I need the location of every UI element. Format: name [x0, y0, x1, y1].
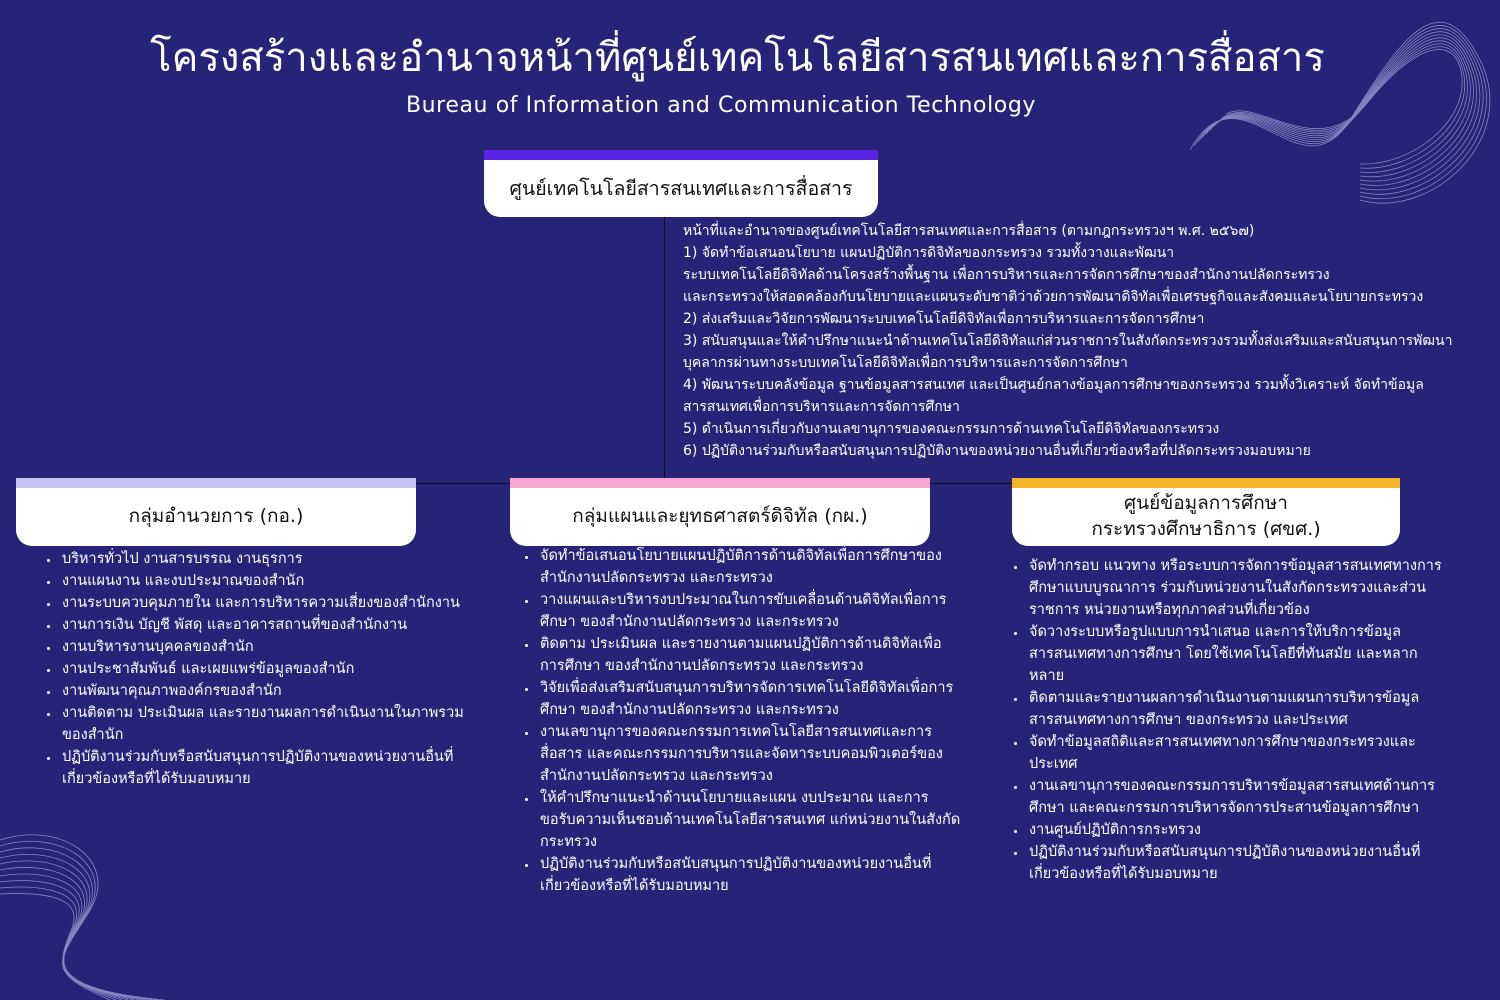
group-admin-label: กลุ่มอำนวยการ (กอ.) [128, 505, 304, 527]
duty-line: หน้าที่และอำนาจของศูนย์เทคโนโลยีสารสนเทศและการสื่อสาร (ตามกฎกระทรวงฯ พ.ศ. ๒๕๖๗) [683, 223, 1255, 239]
list-item: • จัดวางระบบหรือรูปแบบการนำเสนอ และการให้บริการข้อมูลสารสนเทศทางการศึกษา โดยใช้เทคโนโลยีที่ทันสมัย และหลากหลาย [1027, 621, 1447, 687]
list-item: • ปฏิบัติงานร่วมกับหรือสนับสนุนการปฏิบัติงานของหน่วยงานอื่นที่เกี่ยวข้องหรือที่ได้รับมอบหมาย [60, 746, 480, 790]
list-item: • ให้คำปรึกษาแนะนำด้านนโยบายและแผน งบประมาณ และการขอรับความเห็นชอบด้านเทคโนโลยีสารสนเทศ แก่หน่วยงานในสังกัดกระทรวง [538, 787, 963, 853]
connector-vertical [664, 217, 665, 483]
wave-decoration-bottom-left [0, 820, 220, 1000]
group-planning-accent-bar [510, 478, 930, 488]
duty-line: ระบบเทคโนโลยีดิจิทัลด้านโครงสร้างพื้นฐาน เพื่อการบริหารและการจัดการศึกษาของสำนักงานปลัดกระทรวง [683, 267, 1330, 283]
list-item: • งานศูนย์ปฏิบัติการกระทรวง [1027, 819, 1447, 841]
list-item: • งานระบบควบคุมภายใน และการบริหารความเสี่ยงของสำนักงาน [60, 592, 480, 614]
group-datacenter-accent-bar [1012, 478, 1400, 488]
list-item: • จัดทำข้อมูลสถิติและสารสนเทศทางการศึกษาของกระทรวงและประเทศ [1027, 731, 1447, 775]
root-node-label: ศูนย์เทคโนโลยีสารสนเทศและการสื่อสาร [509, 177, 853, 200]
list-item: • งานการเงิน บัญชี พัสดุ และอาคารสถานที่ของสำนักงาน [60, 614, 480, 636]
list-item: • งานติดตาม ประเมินผล และรายงานผลการดำเนินงานในภาพรวมของสำนัก [60, 702, 480, 746]
list-item: • งานเลขานุการของคณะกรรมการเทคโนโลยีสารสนเทศและการสื่อสาร และคณะกรรมการบริหารและจัดหาระบบคอมพิวเตอร์ของสำนักงานปลัดกระทรวง และกระทรวง [538, 721, 963, 787]
duty-line: สารสนเทศเพื่อการบริหารและการจัดการศึกษา [683, 399, 960, 415]
page-subtitle: Bureau of Information and Communication Technology [405, 93, 1037, 118]
group-datacenter-duties [1005, 555, 1447, 885]
duty-line: 2) ส่งเสริมและวิจัยการพัฒนาระบบเทคโนโลยีดิจิทัลเพื่อการบริหารและการจัดการศึกษา [683, 311, 1205, 327]
group-planning-box [510, 478, 930, 546]
list-item: • บริหารทั่วไป งานสารบรรณ งานธุรการ [60, 548, 480, 570]
group-datacenter-box [1012, 478, 1400, 546]
list-item: • งานพัฒนาคุณภาพองค์กรของสำนัก [60, 680, 480, 702]
root-node-accent-bar [484, 150, 878, 160]
duty-line: และกระทรวงให้สอดคล้องกับนโยบายและแผนระดับชาติว่าด้วยการพัฒนาดิจิทัลเพื่อเศรษฐกิจและสังคมและนโยบายกระทรวง [683, 289, 1424, 305]
group-admin-duties [38, 548, 480, 790]
list-item: • ปฏิบัติงานร่วมกับหรือสนับสนุนการปฏิบัติงานของหน่วยงานอื่นที่เกี่ยวข้องหรือที่ได้รับมอบหมาย [1027, 841, 1447, 885]
page-title: โครงสร้างและอำนาจหน้าที่ศูนย์เทคโนโลยีสารสนเทศและการสื่อสาร [150, 35, 1325, 81]
list-item: • ติดตาม ประเมินผล และรายงานตามแผนปฏิบัติการด้านดิจิทัลเพื่อการศึกษา ของสำนักงานปลัดกระทรวง และกระทรวง [538, 633, 963, 677]
list-item: • ปฏิบัติงานร่วมกับหรือสนับสนุนการปฏิบัติงานของหน่วยงานอื่นที่เกี่ยวข้องหรือที่ได้รับมอบหมาย [538, 853, 963, 897]
group-datacenter-label: ศูนย์ข้อมูลการศึกษา กระทรวงศึกษาธิการ (ศขศ.) [1091, 492, 1321, 540]
list-item: • งานเลขานุการของคณะกรรมการบริหารข้อมูลสารสนเทศด้านการศึกษา และคณะกรรมการบริหารจัดการประสานข้อมูลการศึกษา [1027, 775, 1447, 819]
root-node-box [484, 150, 878, 217]
duty-line: 6) ปฏิบัติงานร่วมกับหรือสนับสนุนการปฏิบัติงานของหน่วยงานอื่นที่เกี่ยวข้องหรือที่ปลัดกระทรวงมอบหมาย [683, 443, 1311, 459]
root-duties [683, 220, 1483, 462]
list-item: • วิจัยเพื่อส่งเสริมสนับสนุนการบริหารจัดการเทคโนโลยีดิจิทัลเพื่อการศึกษา ของสำนักงานปลัดกระทรวง และกระทรวง [538, 677, 963, 721]
list-item: • งานบริหารงานบุคคลของสำนัก [60, 636, 480, 658]
group-admin-accent-bar [16, 478, 416, 488]
duty-line: 4) พัฒนาระบบคลังข้อมูล ฐานข้อมูลสารสนเทศ และเป็นศูนย์กลางข้อมูลการศึกษาของกระทรวง รวมทั้งวิเคราะห์ จัดทำข้อมูล [683, 377, 1424, 393]
duty-line: 5) ดำเนินการเกี่ยวกับงานเลขานุการของคณะกรรมการด้านเทคโนโลยีดิจิทัลของกระทรวง [683, 421, 1220, 437]
list-item: • งานแผนงาน และงบประมาณของสำนัก [60, 570, 480, 592]
list-item: • งานประชาสัมพันธ์ และเผยแพร่ข้อมูลของสำนัก [60, 658, 480, 680]
list-item: • วางแผนและบริหารงบประมาณในการขับเคลื่อนด้านดิจิทัลเพื่อการศึกษา ของสำนักงานปลัดกระทรวง และกระทรวง [538, 589, 963, 633]
list-item: • ติดตามและรายงานผลการดำเนินงานตามแผนการบริหารข้อมูลสารสนเทศทางการศึกษา ของกระทรวง และประเทศ [1027, 687, 1447, 731]
duty-line: 3) สนับสนุนและให้คำปรึกษาแนะนำด้านเทคโนโลยีดิจิทัลแก่ส่วนราชการในสังกัดกระทรวงรวมทั้งส่งเสริมและสนับสนุนการพัฒนา [683, 333, 1453, 349]
list-item: • จัดทำข้อเสนอนโยบายแผนปฏิบัติการด้านดิจิทัลเพื่อการศึกษาของสำนักงานปลัดกระทรวง และกระทรวง [538, 545, 963, 589]
list-item: • จัดทำกรอบ แนวทาง หรือระบบการจัดการข้อมูลสารสนเทศทางการศึกษาแบบบูรณาการ ร่วมกับหน่วยงานในสังกัดกระทรวงและส่วนราชการ หน่วยงานหรือทุกภาคส่วนที่เกี่ยวข้อง [1027, 555, 1447, 621]
duty-line: 1) จัดทำข้อเสนอนโยบาย แผนปฏิบัติการดิจิทัลของกระทรวง รวมทั้งวางและพัฒนา [683, 245, 1175, 261]
group-planning-duties [516, 545, 963, 897]
duty-line: บุคลากรผ่านทางระบบเทคโนโลยีดิจิทัลเพื่อการบริหารและการจัดการศึกษา [683, 355, 1128, 371]
group-admin-box [16, 478, 416, 546]
group-planning-label: กลุ่มแผนและยุทธศาสตร์ดิจิทัล (กผ.) [572, 505, 868, 527]
